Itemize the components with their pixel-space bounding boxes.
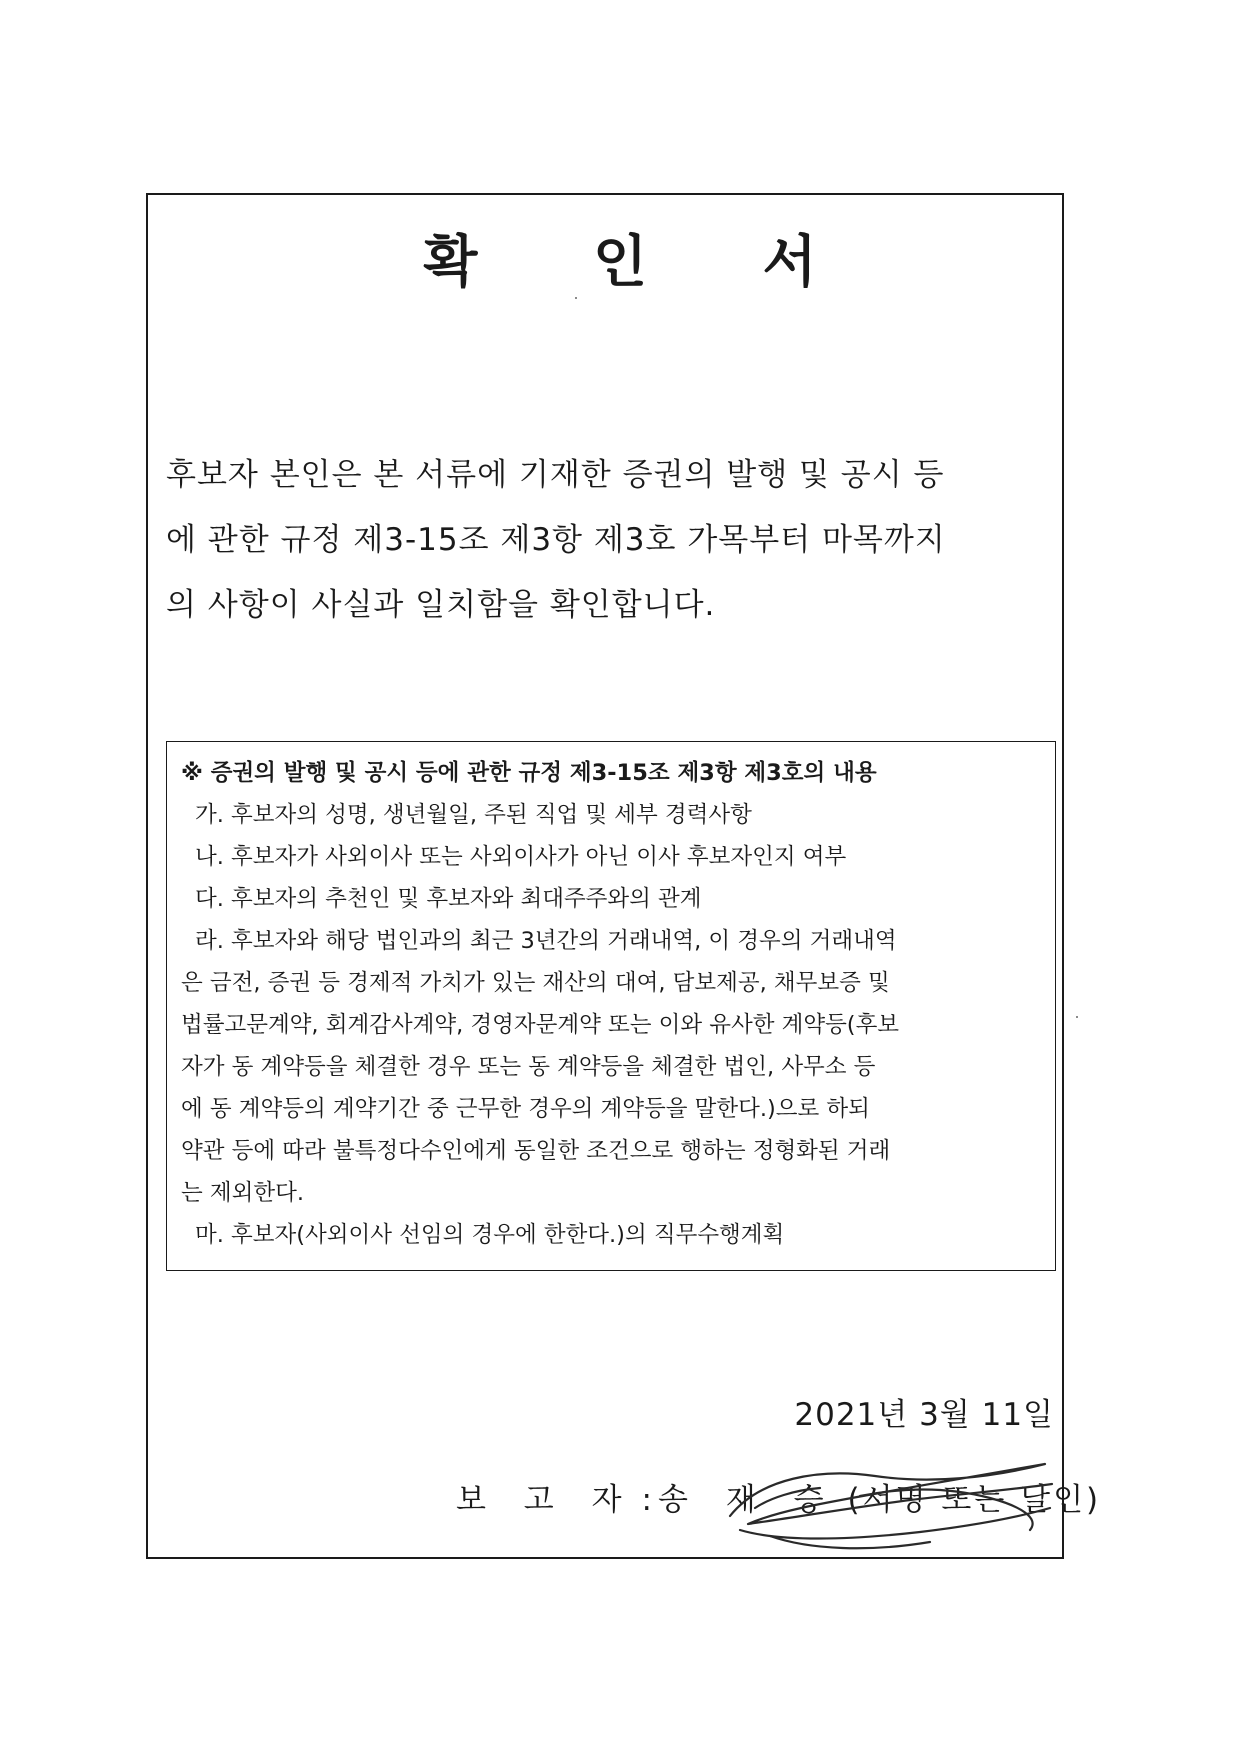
notice-item-ra-cont: 자가 동 계약등을 체결한 경우 또는 동 계약등을 체결한 법인, 사무소 등	[181, 1054, 876, 1080]
notice-item-ra: 라. 후보자와 해당 법인과의 최근 3년간의 거래내역, 이 경우의 거래내역	[195, 928, 897, 954]
document-title: 확 인 서	[423, 230, 865, 295]
statement-line: 에 관한 규정 제3-15조 제3항 제3호 가목부터 마목까지	[166, 522, 946, 558]
reporter-separator: :	[641, 1482, 652, 1518]
notice-item-na: 나. 후보자가 사외이사 또는 사외이사가 아닌 이사 후보자인지 여부	[195, 844, 847, 870]
notice-heading: ※ 증권의 발행 및 공시 등에 관한 규정 제3-15조 제3항 제3호의 내용	[181, 760, 877, 786]
notice-item-ra-cont: 약관 등에 따라 불특정다수인에게 동일한 조건으로 행하는 정형화된 거래	[181, 1138, 891, 1164]
notice-item-ra-cont: 는 제외한다.	[181, 1180, 304, 1206]
reporter-line	[456, 1482, 1102, 1518]
notice-item-ra-cont: 은 금전, 증권 등 경제적 가치가 있는 재산의 대여, 담보제공, 채무보증 및	[181, 970, 890, 996]
statement-line: 후보자 본인은 본 서류에 기재한 증권의 발행 및 공시 등	[166, 457, 945, 493]
notice-item-ra-cont: 에 동 계약등의 계약기간 중 근무한 경우의 계약등을 말한다.)으로 하되	[181, 1096, 870, 1122]
notice-item-ra-cont: 법률고문계약, 회계감사계약, 경영자문계약 또는 이와 유사한 계약등(후보	[181, 1012, 900, 1038]
scan-speck	[1076, 1016, 1078, 1018]
document-date: 2021년 3월 11일	[794, 1397, 1054, 1433]
statement-line: 의 사항이 사실과 일치함을 확인합니다.	[166, 587, 716, 623]
regulation-notice-box	[166, 741, 1056, 1271]
notice-item-ma: 마. 후보자(사외이사 선임의 경우에 한한다.)의 직무수행계획	[195, 1222, 785, 1248]
scan-speck	[575, 297, 577, 299]
notice-item-ga: 가. 후보자의 성명, 생년월일, 주된 직업 및 세부 경력사항	[195, 802, 752, 828]
notice-item-da: 다. 후보자의 추천인 및 후보자와 최대주주와의 관계	[195, 886, 702, 912]
signature-note: (서명 또는 날인)	[847, 1482, 1102, 1518]
reporter-name: 송 재 승	[658, 1482, 838, 1518]
reporter-label: 보 고 자	[456, 1482, 636, 1518]
confirmation-statement	[166, 443, 1066, 638]
